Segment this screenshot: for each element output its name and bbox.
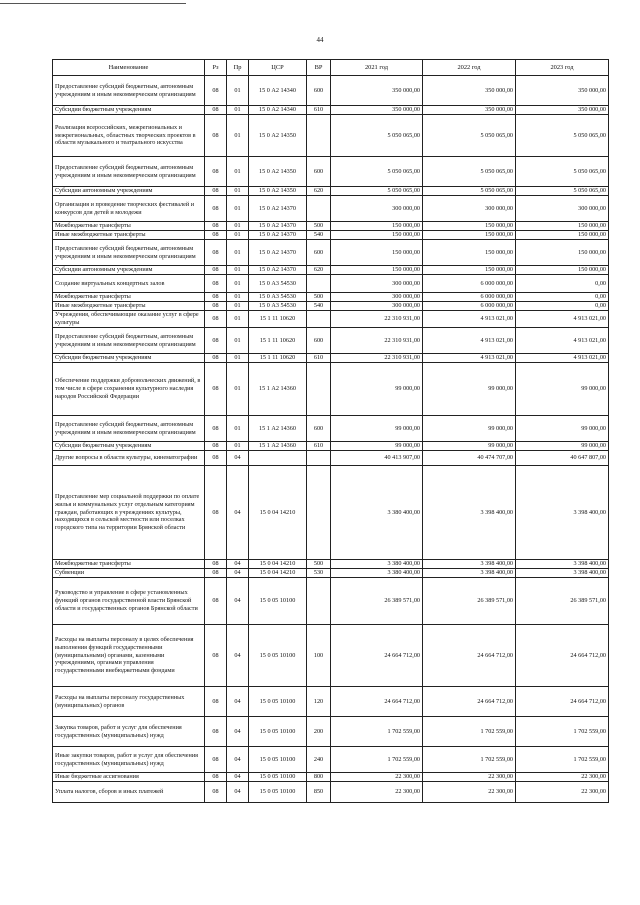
row-csr: 15 0 А2 14370: [249, 266, 307, 275]
row-value-2023: 5 050 065,00: [516, 157, 609, 187]
row-rz: 08: [205, 293, 227, 302]
row-value-2022: 26 389 571,00: [423, 578, 516, 625]
row-csr: 15 0 А2 14350: [249, 157, 307, 187]
table-row: [53, 266, 609, 275]
row-pr: 04: [227, 625, 249, 687]
header-pr: Пр: [227, 60, 249, 76]
row-vr: 600: [307, 416, 331, 442]
row-name: Иные закупки товаров, работ и услуг для обеспечения государственных (муниципальных) нужд: [53, 747, 205, 773]
table-row: [53, 76, 609, 106]
row-value-2023: 300 000,00: [516, 196, 609, 222]
row-csr: 15 1 11 10620: [249, 354, 307, 363]
row-value-2021: 22 300,00: [331, 782, 423, 803]
row-rz: 08: [205, 187, 227, 196]
row-rz: 08: [205, 106, 227, 115]
row-pr: 01: [227, 363, 249, 416]
row-value-2021: 150 000,00: [331, 240, 423, 266]
row-csr: 15 0 А2 14350: [249, 187, 307, 196]
row-csr: 15 0 04 14210: [249, 560, 307, 569]
row-value-2021: 150 000,00: [331, 266, 423, 275]
row-vr: [307, 451, 331, 466]
row-rz: 08: [205, 275, 227, 293]
row-name: Субсидии автономным учреждениям: [53, 187, 205, 196]
row-vr: [307, 275, 331, 293]
row-value-2021: 99 000,00: [331, 442, 423, 451]
row-name: Предоставление субсидий бюджетным, автономным учреждениям и иным некоммерческим организациям: [53, 416, 205, 442]
row-value-2021: 1 702 559,00: [331, 717, 423, 747]
row-pr: 04: [227, 747, 249, 773]
row-pr: 01: [227, 231, 249, 240]
row-csr: 15 0 А2 14370: [249, 196, 307, 222]
row-csr: 15 1 А2 14360: [249, 442, 307, 451]
row-pr: 01: [227, 240, 249, 266]
row-pr: 04: [227, 782, 249, 803]
row-pr: 01: [227, 275, 249, 293]
row-value-2022: 1 702 559,00: [423, 717, 516, 747]
row-vr: 600: [307, 76, 331, 106]
row-value-2022: 5 050 065,00: [423, 157, 516, 187]
table-row: [53, 222, 609, 231]
row-name: Другие вопросы в области культуры, кинематографии: [53, 451, 205, 466]
header-name: Наименование: [53, 60, 205, 76]
table-row: [53, 240, 609, 266]
row-vr: 500: [307, 560, 331, 569]
row-vr: 620: [307, 187, 331, 196]
row-vr: 530: [307, 569, 331, 578]
row-pr: 01: [227, 196, 249, 222]
table-row: [53, 363, 609, 416]
row-pr: 01: [227, 222, 249, 231]
corner-rule: [0, 3, 186, 4]
row-pr: 01: [227, 157, 249, 187]
row-value-2021: 300 000,00: [331, 275, 423, 293]
row-csr: 15 0 05 10100: [249, 687, 307, 717]
table-row: [53, 275, 609, 293]
row-vr: 600: [307, 328, 331, 354]
table-row: [53, 106, 609, 115]
row-vr: 600: [307, 157, 331, 187]
row-value-2022: 150 000,00: [423, 222, 516, 231]
row-value-2021: 40 413 907,00: [331, 451, 423, 466]
row-vr: 600: [307, 240, 331, 266]
row-csr: 15 0 05 10100: [249, 717, 307, 747]
row-rz: 08: [205, 782, 227, 803]
row-vr: [307, 466, 331, 560]
row-vr: 850: [307, 782, 331, 803]
row-pr: 01: [227, 354, 249, 363]
row-name: Субсидии бюджетным учреждениям: [53, 442, 205, 451]
row-value-2023: 22 300,00: [516, 782, 609, 803]
row-vr: 500: [307, 222, 331, 231]
row-value-2023: 22 300,00: [516, 773, 609, 782]
row-vr: 610: [307, 354, 331, 363]
row-name: Расходы на выплаты персоналу государственных (муниципальных) органов: [53, 687, 205, 717]
row-pr: 04: [227, 466, 249, 560]
row-vr: [307, 115, 331, 157]
row-name: Субвенции: [53, 569, 205, 578]
row-rz: 08: [205, 196, 227, 222]
row-value-2022: 99 000,00: [423, 363, 516, 416]
row-value-2021: 3 380 400,00: [331, 466, 423, 560]
row-csr: 15 0 А3 54530: [249, 275, 307, 293]
row-vr: 200: [307, 717, 331, 747]
row-rz: 08: [205, 222, 227, 231]
row-name: Субсидии автономным учреждениям: [53, 266, 205, 275]
table-row: [53, 115, 609, 157]
row-value-2022: 300 000,00: [423, 196, 516, 222]
row-rz: 08: [205, 717, 227, 747]
row-pr: 04: [227, 578, 249, 625]
page-number: 44: [316, 36, 324, 44]
row-name: Руководство и управление в сфере установленных функций органов государственной власти Брянской области и государственных органов Брянской области: [53, 578, 205, 625]
row-value-2022: 4 913 021,00: [423, 311, 516, 328]
row-rz: 08: [205, 302, 227, 311]
row-rz: 08: [205, 773, 227, 782]
table-row: [53, 328, 609, 354]
row-value-2021: 24 664 712,00: [331, 625, 423, 687]
row-value-2022: 350 000,00: [423, 76, 516, 106]
row-value-2021: 300 000,00: [331, 196, 423, 222]
row-value-2023: 4 913 021,00: [516, 328, 609, 354]
row-rz: 08: [205, 569, 227, 578]
table-row: [53, 687, 609, 717]
row-name: Межбюджетные трансферты: [53, 293, 205, 302]
row-rz: 08: [205, 466, 227, 560]
row-rz: 08: [205, 747, 227, 773]
row-value-2023: 26 389 571,00: [516, 578, 609, 625]
row-name: Реализация всероссийских, межрегиональных и межрегиональных, областных творческих проектов в области музыкального и театрального искусства: [53, 115, 205, 157]
row-value-2023: 99 000,00: [516, 416, 609, 442]
row-rz: 08: [205, 687, 227, 717]
row-value-2022: 6 000 000,00: [423, 275, 516, 293]
row-name: Предоставление субсидий бюджетным, автономным учреждениям и иным некоммерческим организациям: [53, 328, 205, 354]
row-name: Организация и проведение творческих фестивалей и конкурсов для детей и молодежи: [53, 196, 205, 222]
table-row: [53, 311, 609, 328]
row-value-2021: 1 702 559,00: [331, 747, 423, 773]
row-value-2022: 350 000,00: [423, 106, 516, 115]
row-value-2021: 3 380 400,00: [331, 569, 423, 578]
table-row: [53, 187, 609, 196]
row-value-2021: 22 310 931,00: [331, 328, 423, 354]
row-csr: 15 0 А2 14370: [249, 222, 307, 231]
row-value-2022: 4 913 021,00: [423, 328, 516, 354]
row-rz: 08: [205, 231, 227, 240]
row-value-2021: 350 000,00: [331, 106, 423, 115]
header-csr: ЦСР: [249, 60, 307, 76]
table-row: [53, 773, 609, 782]
row-value-2023: 0,00: [516, 302, 609, 311]
row-name: Межбюджетные трансферты: [53, 222, 205, 231]
row-csr: 15 0 05 10100: [249, 782, 307, 803]
row-csr: 15 0 А2 14370: [249, 231, 307, 240]
row-csr: 15 0 05 10100: [249, 773, 307, 782]
row-value-2022: 5 050 065,00: [423, 115, 516, 157]
row-csr: 15 0 05 10100: [249, 578, 307, 625]
row-rz: 08: [205, 354, 227, 363]
row-value-2022: 3 398 400,00: [423, 560, 516, 569]
row-csr: 15 0 А2 14350: [249, 115, 307, 157]
row-rz: 08: [205, 240, 227, 266]
row-rz: 08: [205, 157, 227, 187]
row-value-2023: 3 398 400,00: [516, 569, 609, 578]
row-vr: 610: [307, 442, 331, 451]
row-csr: 15 0 А3 54530: [249, 293, 307, 302]
row-value-2021: 300 000,00: [331, 293, 423, 302]
table-row: [53, 578, 609, 625]
row-value-2021: 350 000,00: [331, 76, 423, 106]
row-value-2023: 40 647 807,00: [516, 451, 609, 466]
row-value-2022: 40 474 707,00: [423, 451, 516, 466]
row-vr: 100: [307, 625, 331, 687]
table-row: [53, 416, 609, 442]
row-pr: 04: [227, 687, 249, 717]
row-pr: 01: [227, 416, 249, 442]
row-rz: 08: [205, 442, 227, 451]
row-value-2023: 350 000,00: [516, 76, 609, 106]
row-vr: 800: [307, 773, 331, 782]
row-csr: 15 1 11 10620: [249, 328, 307, 354]
row-rz: 08: [205, 363, 227, 416]
table-row: [53, 625, 609, 687]
row-csr: 15 1 11 10620: [249, 311, 307, 328]
row-value-2022: 99 000,00: [423, 416, 516, 442]
row-value-2023: 350 000,00: [516, 106, 609, 115]
row-pr: 01: [227, 442, 249, 451]
row-value-2022: 150 000,00: [423, 231, 516, 240]
table-row: [53, 354, 609, 363]
row-name: Обеспечение поддержки добровольческих движений, в том числе в сфере сохранения культурного наследия народов Российской Федерации: [53, 363, 205, 416]
row-value-2022: 22 300,00: [423, 773, 516, 782]
row-name: Предоставление субсидий бюджетным, автономным учреждениям и иным некоммерческим организациям: [53, 240, 205, 266]
row-value-2021: 22 310 931,00: [331, 311, 423, 328]
row-value-2022: 150 000,00: [423, 266, 516, 275]
row-value-2023: 1 702 559,00: [516, 717, 609, 747]
row-value-2022: 24 664 712,00: [423, 687, 516, 717]
row-value-2021: 24 664 712,00: [331, 687, 423, 717]
row-rz: 08: [205, 625, 227, 687]
row-value-2021: 26 389 571,00: [331, 578, 423, 625]
row-pr: 01: [227, 293, 249, 302]
row-value-2021: 300 000,00: [331, 302, 423, 311]
header-2023: 2023 год: [516, 60, 609, 76]
table-row: [53, 782, 609, 803]
header-2021: 2021 год: [331, 60, 423, 76]
row-value-2023: 5 050 065,00: [516, 115, 609, 157]
row-value-2021: 5 050 065,00: [331, 157, 423, 187]
row-value-2021: 99 000,00: [331, 416, 423, 442]
row-rz: 08: [205, 311, 227, 328]
row-vr: 540: [307, 302, 331, 311]
row-value-2023: 99 000,00: [516, 363, 609, 416]
header-row: [53, 60, 609, 76]
row-pr: 04: [227, 560, 249, 569]
table-row: [53, 569, 609, 578]
row-pr: 04: [227, 717, 249, 747]
row-value-2022: 99 000,00: [423, 442, 516, 451]
row-value-2023: 3 398 400,00: [516, 466, 609, 560]
table-row: [53, 196, 609, 222]
row-name: Предоставление мер социальной поддержки по оплате жилья и коммунальных услуг отдельным категориям граждан, работающих в учреждениях культуры, находящихся в сельской местности или поселках городского типа на территории Брянской области: [53, 466, 205, 560]
table-row: [53, 302, 609, 311]
row-name: Закупка товаров, работ и услуг для обеспечения государственных (муниципальных) нужд: [53, 717, 205, 747]
table-row: [53, 451, 609, 466]
row-value-2022: 24 664 712,00: [423, 625, 516, 687]
row-vr: 240: [307, 747, 331, 773]
row-vr: 120: [307, 687, 331, 717]
row-rz: 08: [205, 76, 227, 106]
row-pr: 04: [227, 773, 249, 782]
row-pr: 01: [227, 311, 249, 328]
row-rz: 08: [205, 115, 227, 157]
row-name: Межбюджетные трансферты: [53, 560, 205, 569]
table-row: [53, 293, 609, 302]
row-name: Иные межбюджетные трансферты: [53, 231, 205, 240]
row-name: Иные бюджетные ассигнования: [53, 773, 205, 782]
table-row: [53, 466, 609, 560]
row-rz: 08: [205, 328, 227, 354]
table-row: [53, 560, 609, 569]
row-rz: 08: [205, 560, 227, 569]
row-pr: 01: [227, 115, 249, 157]
row-value-2023: 5 050 065,00: [516, 187, 609, 196]
row-name: Расходы на выплаты персоналу в целях обеспечения выполнения функций государственными (муниципальными) органами, казенными учреждениями, органами управления государственными внебюджетными фондами: [53, 625, 205, 687]
header-2022: 2022 год: [423, 60, 516, 76]
row-value-2022: 1 702 559,00: [423, 747, 516, 773]
row-csr: 15 1 А2 14360: [249, 416, 307, 442]
row-value-2022: 150 000,00: [423, 240, 516, 266]
row-csr: 15 0 05 10100: [249, 625, 307, 687]
header-vr: ВР: [307, 60, 331, 76]
row-name: Иные межбюджетные трансферты: [53, 302, 205, 311]
row-csr: 15 1 А2 14360: [249, 363, 307, 416]
row-value-2021: 99 000,00: [331, 363, 423, 416]
row-value-2022: 6 000 000,00: [423, 302, 516, 311]
row-csr: 15 0 А2 14370: [249, 240, 307, 266]
row-value-2023: 0,00: [516, 275, 609, 293]
table-row: [53, 231, 609, 240]
row-vr: 620: [307, 266, 331, 275]
row-pr: 01: [227, 187, 249, 196]
row-rz: 08: [205, 266, 227, 275]
row-value-2023: 150 000,00: [516, 222, 609, 231]
row-pr: 01: [227, 76, 249, 106]
header-rz: Рз: [205, 60, 227, 76]
row-value-2021: 22 310 931,00: [331, 354, 423, 363]
row-value-2021: 5 050 065,00: [331, 115, 423, 157]
row-vr: [307, 196, 331, 222]
row-value-2023: 150 000,00: [516, 240, 609, 266]
row-value-2021: 22 300,00: [331, 773, 423, 782]
table-row: [53, 442, 609, 451]
row-vr: 540: [307, 231, 331, 240]
row-csr: [249, 451, 307, 466]
row-value-2022: 4 913 021,00: [423, 354, 516, 363]
row-value-2023: 24 664 712,00: [516, 687, 609, 717]
row-csr: 15 0 04 14210: [249, 466, 307, 560]
row-pr: 04: [227, 451, 249, 466]
row-vr: 500: [307, 293, 331, 302]
budget-table: [52, 59, 609, 803]
row-value-2023: 4 913 021,00: [516, 311, 609, 328]
row-csr: 15 0 А3 54530: [249, 302, 307, 311]
row-value-2021: 150 000,00: [331, 231, 423, 240]
row-rz: 08: [205, 578, 227, 625]
row-value-2021: 150 000,00: [331, 222, 423, 231]
row-vr: [307, 311, 331, 328]
row-csr: 15 0 04 14210: [249, 569, 307, 578]
row-value-2023: 3 398 400,00: [516, 560, 609, 569]
row-value-2023: 24 664 712,00: [516, 625, 609, 687]
row-value-2021: 5 050 065,00: [331, 187, 423, 196]
row-value-2022: 3 398 400,00: [423, 569, 516, 578]
row-vr: 610: [307, 106, 331, 115]
row-name: Уплата налогов, сборов и иных платежей: [53, 782, 205, 803]
row-pr: 01: [227, 266, 249, 275]
table-row: [53, 157, 609, 187]
row-vr: [307, 578, 331, 625]
row-value-2022: 3 398 400,00: [423, 466, 516, 560]
row-pr: 01: [227, 106, 249, 115]
row-vr: [307, 363, 331, 416]
row-name: Предоставление субсидий бюджетным, автономным учреждениям и иным некоммерческим организациям: [53, 76, 205, 106]
row-value-2022: 22 300,00: [423, 782, 516, 803]
row-value-2023: 4 913 021,00: [516, 354, 609, 363]
row-name: Субсидии бюджетным учреждениям: [53, 106, 205, 115]
row-name: Предоставление субсидий бюджетным, автономным учреждениям и иным некоммерческим организациям: [53, 157, 205, 187]
row-csr: 15 0 А2 14340: [249, 76, 307, 106]
row-value-2022: 6 000 000,00: [423, 293, 516, 302]
row-value-2023: 150 000,00: [516, 231, 609, 240]
row-name: Субсидии бюджетным учреждениям: [53, 354, 205, 363]
table-row: [53, 747, 609, 773]
row-name: Учреждения, обеспечивающие оказание услуг в сфере культуры: [53, 311, 205, 328]
table-row: [53, 717, 609, 747]
row-pr: 01: [227, 328, 249, 354]
row-rz: 08: [205, 451, 227, 466]
row-name: Создание виртуальных концертных залов: [53, 275, 205, 293]
row-rz: 08: [205, 416, 227, 442]
row-value-2023: 150 000,00: [516, 266, 609, 275]
row-value-2023: 0,00: [516, 293, 609, 302]
row-csr: 15 0 А2 14340: [249, 106, 307, 115]
row-value-2023: 1 702 559,00: [516, 747, 609, 773]
row-value-2022: 5 050 065,00: [423, 187, 516, 196]
row-value-2021: 3 380 400,00: [331, 560, 423, 569]
row-value-2023: 99 000,00: [516, 442, 609, 451]
row-csr: 15 0 05 10100: [249, 747, 307, 773]
row-pr: 01: [227, 302, 249, 311]
row-pr: 04: [227, 569, 249, 578]
